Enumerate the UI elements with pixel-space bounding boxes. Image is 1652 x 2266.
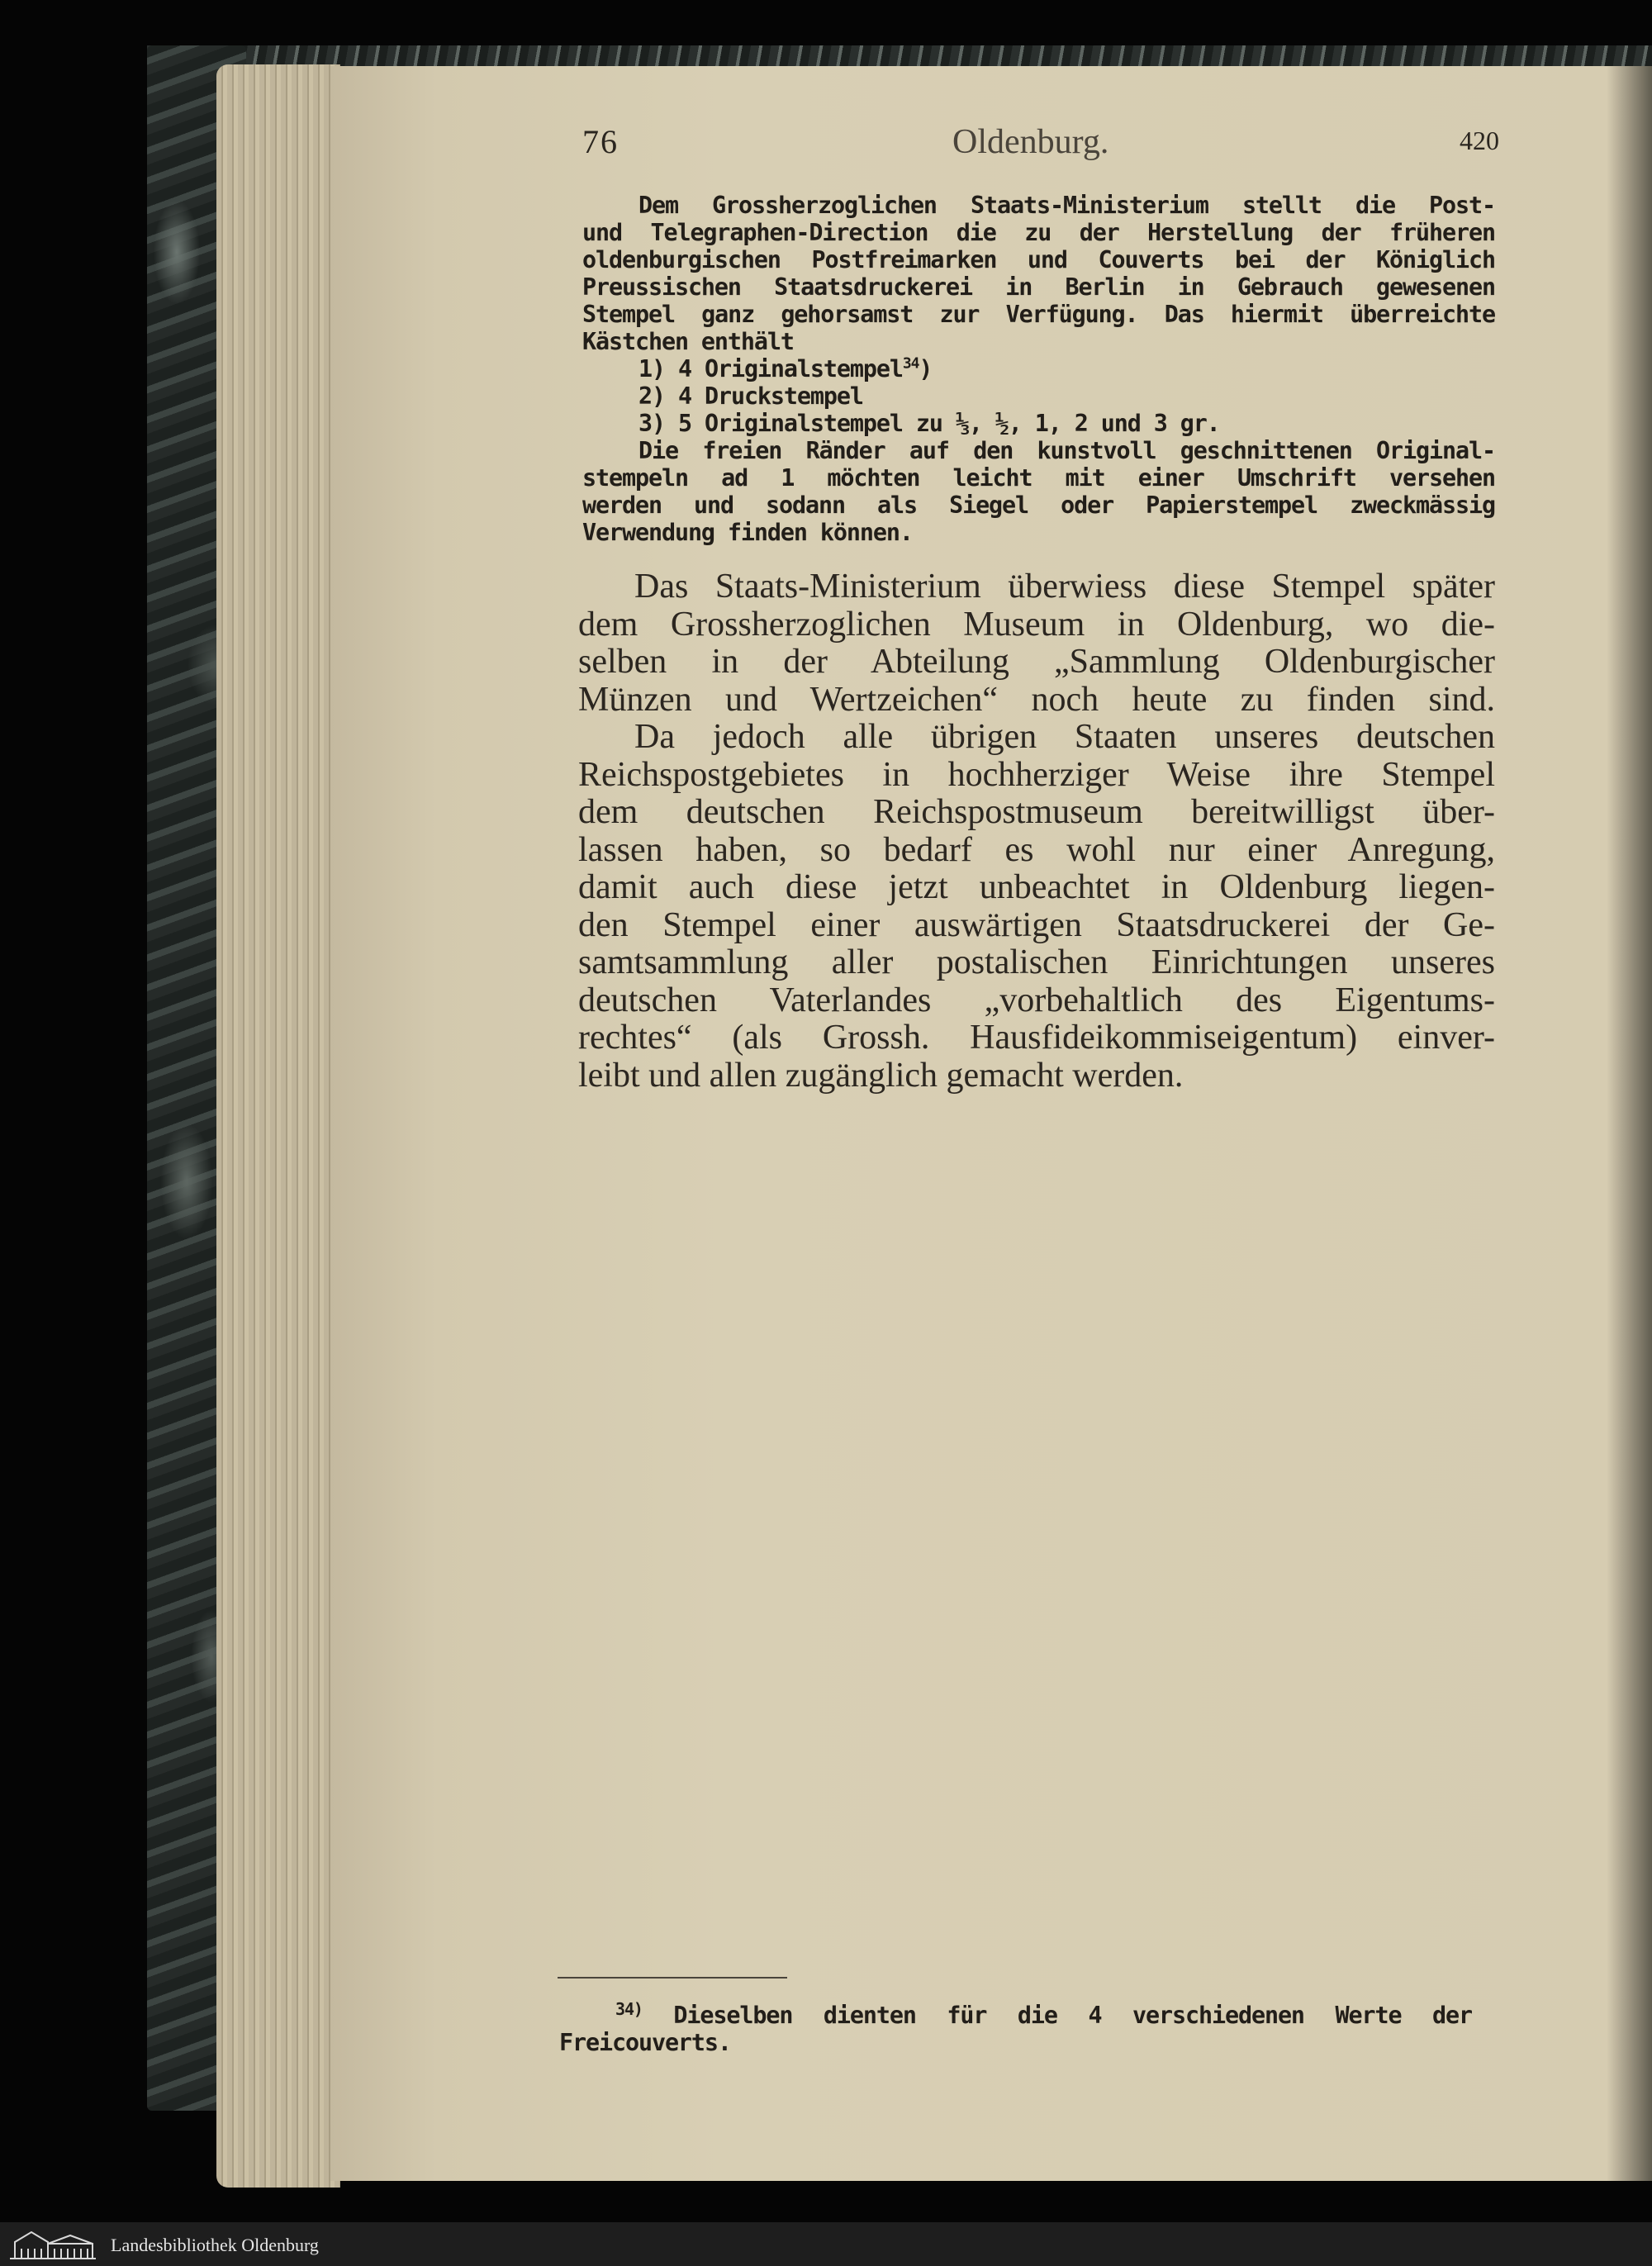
running-title: Oldenburg. bbox=[952, 123, 1109, 161]
footnote-line bbox=[559, 1998, 1472, 2029]
quote-line: Verwendung finden können. bbox=[582, 519, 913, 546]
library-banner bbox=[0, 2222, 1652, 2266]
page-edges bbox=[216, 64, 340, 2188]
footnote-line: Freicouverts. bbox=[559, 2029, 731, 2056]
footnote-text: Dieselben dienten für die 4 verschiedenen Werte der bbox=[673, 2002, 1472, 2029]
footnote-rule bbox=[558, 1977, 787, 1979]
quote-line: Kästchen enthält bbox=[582, 328, 794, 355]
quote-line: Dem Grossherzoglichen Staats-Ministerium stellt die Post- bbox=[638, 192, 1495, 219]
body-text bbox=[578, 568, 1495, 1095]
list-item bbox=[582, 355, 1495, 382]
list-item: 3) 5 Originalstempel zu ⅓, ½, 1, 2 und 3 gr. bbox=[638, 410, 1220, 437]
body-line: leibt und allen zugänglich gemacht werden. bbox=[578, 1056, 1184, 1095]
body-line: rechtes“ (als Grossh. Hausfideikommiseigentum) einver- bbox=[578, 1019, 1495, 1057]
body-line: den Stempel einer auswärtigen Staatsdruckerei der Ge- bbox=[578, 905, 1495, 944]
footnote-mark: 34) bbox=[615, 1998, 643, 2019]
list-item-close: ) bbox=[919, 355, 933, 382]
body-line: dem Grossherzoglichen Museum in Oldenburg, wo die- bbox=[578, 605, 1495, 644]
quote-line: Stempel ganz gehorsamst zur Verfügung. Das hiermit überreichte bbox=[582, 301, 1495, 328]
list-item-text: 1) 4 Originalstempel bbox=[638, 355, 903, 382]
quote-line: werden und sodann als Siegel oder Papierstempel zweckmässig bbox=[582, 492, 1495, 519]
body-line: dem deutschen Reichspostmuseum bereitwilligst über- bbox=[578, 793, 1495, 831]
list-item: 2) 4 Druckstempel bbox=[638, 382, 863, 410]
body-line: lassen haben, so bedarf es wohl nur einer Anregung, bbox=[578, 830, 1495, 869]
library-building-icon bbox=[7, 2227, 99, 2262]
body-line: deutschen Vaterlandes „vorbehaltlich des Eigentums- bbox=[578, 981, 1495, 1019]
page-number-right: 420 bbox=[1460, 126, 1499, 155]
body-line: selben in der Abteilung „Sammlung Oldenburgischer bbox=[578, 643, 1495, 681]
quoted-letter bbox=[582, 192, 1495, 546]
library-name: Landesbibliothek Oldenburg bbox=[111, 2235, 319, 2255]
quote-line: oldenburgischen Postfreimarken und Couverts bei der Königlich bbox=[582, 246, 1495, 273]
body-line: Reichspostgebietes in hochherziger Weise ihre Stempel bbox=[578, 755, 1495, 794]
gutter-shadow bbox=[1607, 66, 1652, 2181]
footnote-reference: 34 bbox=[902, 354, 919, 373]
body-line: damit auch diese jetzt unbeachtet in Oldenburg liegen- bbox=[578, 868, 1495, 906]
footnote bbox=[559, 1998, 1472, 2056]
page-number-left: 76 bbox=[582, 123, 619, 160]
quote-line: stempeln ad 1 möchten leicht mit einer Umschrift versehen bbox=[582, 464, 1495, 492]
body-line: samtsammlung aller postalischen Einrichtungen unseres bbox=[578, 943, 1495, 981]
body-line: Das Staats-Ministerium überwiess diese Stempel später bbox=[634, 568, 1495, 606]
quote-line: Preussischen Staatsdruckerei in Berlin in Gebrauch gewesenen bbox=[582, 273, 1495, 301]
quote-line: und Telegraphen-Direction die zu der Herstellung der früheren bbox=[582, 219, 1495, 246]
body-line: Da jedoch alle übrigen Staaten unseres deutschen bbox=[634, 718, 1495, 756]
running-head bbox=[582, 122, 1499, 169]
quote-line: Die freien Ränder auf den kunstvoll geschnittenen Original- bbox=[638, 437, 1495, 464]
body-line: Münzen und Wertzeichen“ noch heute zu finden sind. bbox=[578, 680, 1495, 719]
